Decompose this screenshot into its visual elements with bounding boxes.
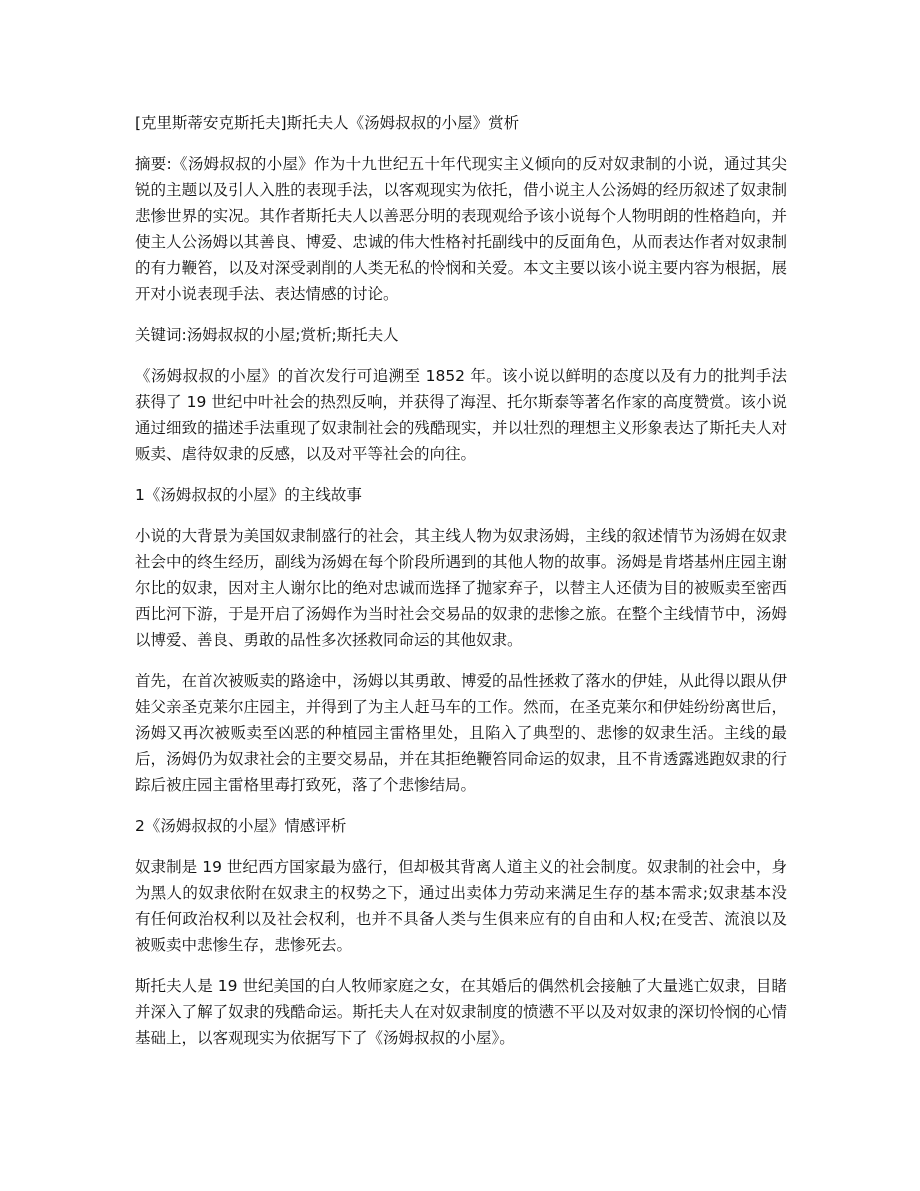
section-2-paragraph-1: 奴隶制是 19 世纪西方国家最为盛行，但却极其背离人道主义的社会制度。奴隶制的社会中，身为黑人的奴隶依附在奴隶主的权势之下，通过出卖体力劳动来满足生存的基本需求;奴隶基本没有任何政治权利以及社会权利，也并不具备人类与生俱来应有的自由和人权;在受苦、流浪以及被贩卖中悲惨生存，悲惨死去。	[135, 858, 787, 954]
intro-paragraph: 《汤姆叔叔的小屋》的首次发行可追溯至 1852 年。该小说以鲜明的态度以及有力的批判手法获得了 19 世纪中叶社会的热烈反响，并获得了海涅、托尔斯泰等著名作家的高度赞赏。该小说通过细致的描述手法重现了奴隶制社会的残酷现实，并以壮烈的理想主义形象表达了斯托夫人对贩卖、虐待奴隶的反感，以及对平等社会的向往。	[135, 367, 787, 463]
section-2-heading: 2《汤姆叔叔的小屋》情感评析	[135, 817, 347, 835]
document-body	[135, 110, 787, 1051]
section-1-heading: 1《汤姆叔叔的小屋》的主线故事	[135, 486, 362, 504]
document-title: [克里斯蒂安克斯托夫]斯托夫人《汤姆叔叔的小屋》赏析	[135, 114, 520, 132]
section-1-paragraph-1: 小说的大背景为美国奴隶制盛行的社会，其主线人物为奴隶汤姆，主线的叙述情节为汤姆在奴隶社会中的终生经历，副线为汤姆在每个阶段所遇到的其他人物的故事。汤姆是肯塔基州庄园主谢尔比的奴隶，因对主人谢尔比的绝对忠诚而选择了抛家弃子，以替主人还债为目的被贩卖至密西西比河下游，于是开启了汤姆作为当时社会交易品的奴隶的悲惨之旅。在整个主线情节中，汤姆以博爱、善良、勇敢的品性多次拯救同命运的其他奴隶。	[135, 527, 787, 649]
keywords-line: 关键词:汤姆叔叔的小屋;赏析;斯托夫人	[135, 326, 399, 344]
section-2-paragraph-2: 斯托夫人是 19 世纪美国的白人牧师家庭之女，在其婚后的偶然机会接触了大量逃亡奴隶，目睹并深入了解了奴隶的残酷命运。斯托夫人在对奴隶制度的愤懑不平以及对奴隶的深切怜悯的心情基础上，以客观现实为依据写下了《汤姆叔叔的小屋》。	[135, 977, 787, 1047]
abstract-paragraph: 摘要:《汤姆叔叔的小屋》作为十九世纪五十年代现实主义倾向的反对奴隶制的小说，通过其尖锐的主题以及引人入胜的表现手法，以客观现实为依托，借小说主人公汤姆的经历叙述了奴隶制悲惨世界的实况。其作者斯托夫人以善恶分明的表现观给予该小说每个人物明朗的性格趋向，并使主人公汤姆以其善良、博爱、忠诚的伟大性格衬托副线中的反面角色，从而表达作者对奴隶制的有力鞭笞，以及对深受剥削的人类无私的怜悯和关爱。本文主要以该小说主要内容为根据，展开对小说表现手法、表达情感的讨论。	[135, 155, 787, 303]
section-1-paragraph-2: 首先，在首次被贩卖的路途中，汤姆以其勇敢、博爱的品性拯救了落水的伊娃，从此得以跟从伊娃父亲圣克莱尔庄园主，并得到了为主人赶马车的工作。然而，在圣克莱尔和伊娃纷纷离世后，汤姆又再次被贩卖至凶恶的种植园主雷格里处，且陷入了典型的、悲惨的奴隶生活。主线的最后，汤姆仍为奴隶社会的主要交易品，并在其拒绝鞭笞同命运的奴隶，且不肯透露逃跑奴隶的行踪后被庄园主雷格里毒打致死，落了个悲惨结局。	[135, 672, 787, 794]
